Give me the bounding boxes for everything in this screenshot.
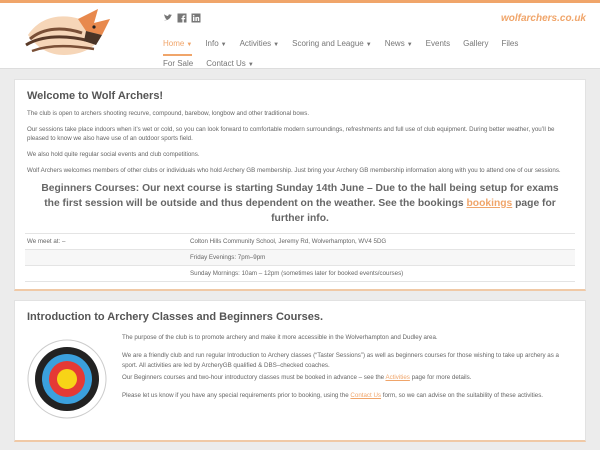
intro-p3-tail: page for more details.	[411, 374, 472, 381]
activities-link[interactable]: Activities	[385, 374, 410, 381]
nav-item-info[interactable]	[202, 34, 232, 54]
intro-paragraph-3	[122, 373, 572, 383]
caret-down-icon: ▼	[273, 42, 280, 48]
linkedin-icon[interactable]	[191, 13, 201, 23]
facebook-icon[interactable]	[177, 13, 187, 23]
wolf-logo-icon[interactable]	[20, 5, 118, 65]
nav-item-label: Events	[425, 39, 451, 48]
site-header	[0, 3, 600, 69]
caret-down-icon: ▼	[247, 62, 254, 68]
caret-down-icon: ▼	[365, 42, 372, 48]
intro-paragraph-2: We are a friendly club and run regular Introduction to Archery classes (“Taster Sessions”) as well as beginners courses for those wishing to take up archery as a sport. All activities are led by ArcheryGB qualified & DBS–checked coaches.	[122, 352, 559, 369]
nav-item-gallery[interactable]	[460, 34, 494, 54]
nav-item-events[interactable]	[423, 34, 456, 54]
nav-item-files[interactable]	[498, 34, 524, 54]
twitter-icon[interactable]	[163, 13, 173, 23]
caret-down-icon: ▼	[186, 42, 193, 48]
nav-item-contact-us[interactable]	[203, 54, 260, 74]
nav-item-for-sale[interactable]	[160, 54, 199, 74]
table-row	[25, 234, 575, 250]
intro-p4-tail: form, so we can advise on the suitability of these activities.	[382, 392, 544, 399]
intro-card	[14, 300, 586, 442]
welcome-paragraph-4: Wolf Archers welcomes members of other clubs or individuals who hold Archery GB membership. Just bring your Archery GB membership information along with you to attend one of our sessions.	[27, 167, 561, 174]
intro-paragraph-1: The purpose of the club is to promote archery and make it more accessible in the Wolverhampton and Dudley area.	[122, 334, 438, 341]
welcome-card	[14, 79, 586, 291]
nav-item-label: News	[384, 39, 405, 48]
main-nav	[160, 34, 590, 74]
table-row	[25, 266, 575, 282]
beginners-text: Beginners Courses: Our next course is starting Sunday 14th June – Due to the hall being setup for exams the first session will be outside and thus dependent on the weather. See the bookings	[41, 183, 559, 209]
nav-item-label: Gallery	[463, 39, 489, 48]
welcome-paragraph-2: Our sessions take place indoors when it’s wet or cold, so you can look forward to comfortable modern surroundings, refreshments and full use of club equipment. During better weather, you’ll be pleased to know we also have use of an outdoor sports field.	[27, 126, 555, 142]
intro-paragraph-4	[122, 391, 572, 401]
meet-friday: Friday Evenings: 7pm–9pm	[190, 254, 266, 261]
nav-row-1	[160, 34, 590, 54]
intro-p3-text: Our Beginners courses and two-hour introductory classes must be booked in advance – see the	[122, 374, 385, 381]
welcome-paragraph-3: We also hold quite regular social events and club competitions.	[27, 151, 200, 158]
site-brand[interactable]: wolfarchers.co.uk	[500, 13, 586, 24]
archery-target-icon	[27, 339, 107, 419]
bookings-link[interactable]: bookings	[466, 198, 513, 209]
table-row	[25, 250, 575, 266]
meet-location: Colton Hills Community School, Jeremy Rd, Wolverhampton, WV4 5DG	[190, 238, 387, 245]
nav-item-activities[interactable]	[237, 34, 286, 54]
intro-text	[122, 333, 572, 401]
nav-item-label: Home	[163, 39, 185, 48]
beginners-announcement	[15, 181, 585, 226]
welcome-paragraph-1: The club is open to archers shooting recurve, compound, barebow, longbow and other traditional bows.	[27, 110, 310, 117]
nav-row-2	[160, 54, 590, 74]
caret-down-icon: ▼	[220, 42, 227, 48]
meeting-info-table	[25, 233, 575, 282]
welcome-title: Welcome to Wolf Archers!	[27, 90, 164, 102]
nav-item-label: Activities	[239, 39, 272, 48]
social-links	[163, 13, 201, 23]
nav-item-label: For Sale	[163, 59, 194, 68]
caret-down-icon: ▼	[406, 42, 413, 48]
nav-item-label: Files	[501, 39, 519, 48]
intro-p4-text: Please let us know if you have any special requirements prior to booking, using the	[122, 392, 349, 399]
nav-item-label: Info	[205, 39, 219, 48]
nav-item-scoring-and-league[interactable]	[289, 34, 378, 54]
nav-item-label: Contact Us	[206, 59, 246, 68]
nav-item-news[interactable]	[382, 34, 419, 54]
beginners-tail: page for further info.	[271, 198, 556, 224]
meet-sunday: Sunday Mornings: 10am – 12pm (sometimes later for booked events/courses)	[190, 270, 404, 277]
nav-item-home[interactable]	[160, 34, 198, 54]
meet-label: We meet at: –	[27, 238, 66, 245]
contact-us-link[interactable]: Contact Us	[350, 392, 382, 399]
nav-item-label: Scoring and League	[292, 39, 364, 48]
intro-title: Introduction to Archery Classes and Beginners Courses.	[27, 311, 324, 323]
